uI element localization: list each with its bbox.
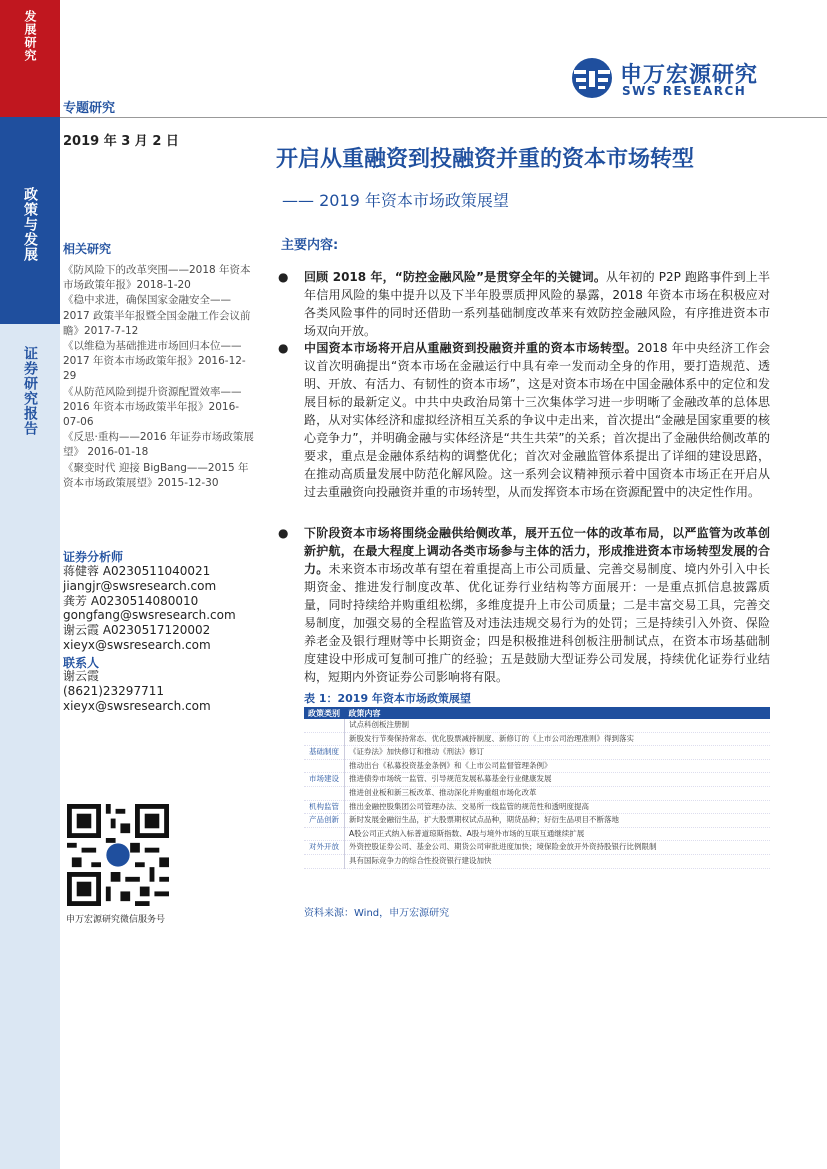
logo-en-text: SWS RESEARCH [622, 84, 747, 98]
table-cell-category [304, 854, 345, 868]
policy-table [304, 707, 770, 869]
wechat-qr-code-icon [67, 804, 169, 906]
side-section-development [0, 0, 60, 117]
table-cell-content: 外资控股证券公司、基金公司、期货公司审批进度加快；境保险金放开外资持股银行比例限制 [345, 841, 771, 855]
side-label-2: 政策与发展 [22, 187, 38, 262]
table-header-row [304, 707, 770, 719]
table-row [304, 814, 770, 828]
contact-list [63, 669, 255, 713]
report-date: 2019 年 3 月 2 日 [63, 134, 179, 149]
related-item[interactable]: 《稳中求进，确保国家金融安全——2017 政策半年报暨全国金融工作会议前瞻》2017-7-12 [63, 294, 251, 337]
related-item[interactable]: 《从防范风险到提升资源配置效率——2016 年资本市场政策半年报》2016-07-06 [63, 385, 242, 429]
table-row [304, 773, 770, 787]
table-cell-content: 新股发行节奏保持常态、优化股票减持制度、新修订的《上市公司治理准则》得到落实 [345, 732, 771, 746]
table-cell-content: 《证券法》加快修订和推动《刑法》修订 [345, 746, 771, 760]
side-label-3: 证券研究报告 [22, 346, 38, 436]
related-research-heading: 相关研究 [63, 242, 112, 256]
related-item[interactable]: 《反思·重构——2016 年证券市场政策展望》 2016-01-18 [63, 431, 254, 459]
bullet-bold: 回顾 2018 年，“防控金融风险”是贯穿全年的关键词。 [304, 270, 607, 284]
contact-name: 谢云霞 [63, 669, 100, 683]
table-cell-category: 机构监管 [304, 800, 345, 814]
analysts-heading: 证券分析师 [63, 550, 124, 564]
table-cell-category [304, 759, 345, 773]
table-caption: 表 1：2019 年资本市场政策展望 [304, 692, 471, 705]
table-cell-category: 对外开放 [304, 841, 345, 855]
report-subtitle: —— 2019 年资本市场政策展望 [282, 191, 509, 210]
contact-email[interactable]: xieyx@swsresearch.com [63, 698, 211, 713]
bullet-bold: 下阶段资本市场将围绕金融供给侧改革，展开五位一体的改革布局，以严监管为改革创新护航，在最大程度上调动各类市场参与主体的活力，形成推进资本市场转型发展的合力。 [304, 526, 770, 576]
analysts-list [63, 564, 255, 653]
table-cell-content: 推出金融控股集团公司管理办法、交易所一线监管的规范性和透明度提高 [345, 800, 771, 814]
table-row [304, 786, 770, 800]
table-header-content: 政策内容 [345, 707, 771, 719]
table-cell-content: 新时发展金融衍生品，扩大股票期权试点品种，期货品种；好衍生品项目不断落地 [345, 814, 771, 828]
table-row [304, 827, 770, 841]
table-row [304, 746, 770, 760]
bullet-text: 从年初的 P2P 跑路事件到上半年信用风险的集中提升以及下半年股票质押风险的暴露，2018 年资本市场在积极应对各类风险事件的同时还借助一系列基础制度改革来有效防控金融风险，有序推进资本市场双向开放。 [304, 270, 770, 338]
table-cell-category [304, 786, 345, 800]
report-title: 开启从重融资到投融资并重的资本市场转型 [276, 147, 695, 172]
table-cell-category: 产品创新 [304, 814, 345, 828]
header-divider [60, 117, 827, 118]
table-row [304, 719, 770, 732]
bullet-text: 未来资本市场改革有望在着重提高上市公司质量、完善交易制度、境内外引入中长期资金、推进发行制度改革、优化证券行业结构等方面展开：一是重点抓信息披露质量，同时持续给并购重组松绑，多维度提升上市公司质量；二是丰富交易工具，完善交易制度，加强交易的全程监管及对违法违规交易行为的处罚；三是持续引入外资、保险养老金及银行理财等中长期资金；四是积极推进科创板注册制试点，在资本市场基础制度建设中形成可复制可推广的经验；五是鼓励大型证券公司发展，持续优化证券行业结构，短期内外资证券公司影响将有限。 [304, 562, 770, 684]
bullet-dot-icon: ● [278, 526, 289, 540]
qr-caption: 申万宏源研究微信服务号 [66, 915, 166, 925]
table-cell-category [304, 732, 345, 746]
analyst-email[interactable]: xieyx@swsresearch.com [63, 637, 211, 652]
analyst-line: 蒋健蓉 A0230511040021 [63, 564, 211, 578]
main-heading: 主要内容: [281, 238, 339, 253]
side-section-report [0, 324, 60, 1169]
table-row [304, 854, 770, 868]
logo-cn-text: 申万宏源研究 [620, 63, 759, 88]
bullet-dot-icon: ● [278, 341, 289, 355]
table-source: 资料来源：Wind，申万宏源研究 [304, 908, 450, 919]
related-item[interactable]: 《聚变时代 迎接 BigBang——2015 年资本市场政策展望》2015-12-30 [63, 461, 249, 489]
bullet-dot-icon: ● [278, 270, 289, 284]
bullet-text: 2018 年中央经济工作会议首次明确提出“资本市场在金融运行中具有牵一发而动全身的作用，要打造规范、透明、开放、有活力、有韧性的资本市场”，这是对资本市场在中国金融体系中的定位和发展目标的最新定义。中共中央政治局第十三次集体学习进一步明晰了金融改革的总体思路，从对实体经济和虚拟经济相互关系的争议中走出来，首次提出“金融是国家重要的核心竞争力”，并明确金融与实体经济是“共生共荣”的关系；首次提出了金融供给侧改革的要求，重点是金融体系结构的调整优化；首次对金融监管体系提出了详细的建设思路，在推动高质量发展中防范化解风险。这一系列会议精神预示着中国资本市场正在开启从过去重融资向投融资并重的市场转型，从而发挥资本市场在资源配置中的决定性作用。 [304, 341, 770, 499]
table-cell-category: 基础制度 [304, 746, 345, 760]
table-row [304, 800, 770, 814]
table-row [304, 732, 770, 746]
related-item[interactable]: 《以维稳为基础推进市场回归本位——2017 年资本市场政策年报》2016-12-29 [63, 340, 246, 383]
table-cell-content: 推动出台《私募投资基金条例》和《上市公司监督管理条例》 [345, 759, 771, 773]
analyst-line: 谢云霞 A0230517120002 [63, 623, 211, 638]
table-cell-category: 市场建设 [304, 773, 345, 787]
table-row [304, 841, 770, 855]
analyst-email[interactable]: gongfang@swsresearch.com [63, 608, 236, 623]
sws-logo [570, 56, 800, 100]
report-kind: 专题研究 [63, 101, 116, 116]
table-cell-content: 试点科创板注册制 [345, 719, 771, 732]
contact-heading: 联系人 [63, 656, 100, 670]
table-row [304, 759, 770, 773]
table-cell-content: 推进创业板和新三板改革、推动深化并购重组市场化改革 [345, 786, 771, 800]
table-header-category: 政策类别 [304, 707, 345, 719]
table-cell-category [304, 719, 345, 732]
side-strip [0, 0, 60, 1169]
contact-phone: (8621)23297711 [63, 683, 164, 698]
analyst-email[interactable]: jiangjr@swsresearch.com [63, 578, 217, 593]
related-item[interactable]: 《防风险下的改革突围——2018 年资本市场政策年报》2018-1-20 [63, 264, 251, 292]
related-research-list [63, 263, 255, 491]
side-section-policy [0, 117, 60, 324]
table-cell-content: A股公司正式纳入标普道琼斯指数、A股与境外市场的互联互通继续扩展 [345, 827, 771, 841]
table-cell-content: 具有国际竞争力的综合性投资银行建设加快 [345, 854, 771, 868]
analyst-line: 龚芳 A0230514080010 [63, 593, 199, 608]
table-cell-content: 推进债券市场统一监管、引导规范发展私募基金行业健康发展 [345, 773, 771, 787]
summary-bullet-1 [278, 268, 770, 340]
table-cell-category [304, 827, 345, 841]
summary-bullet-3 [278, 524, 770, 686]
side-label-1: 发展研究 [23, 10, 37, 62]
summary-bullet-2 [278, 339, 770, 501]
bullet-bold: 中国资本市场将开启从重融资到投融资并重的资本市场转型。 [304, 341, 637, 355]
sws-emblem-icon [570, 56, 614, 100]
